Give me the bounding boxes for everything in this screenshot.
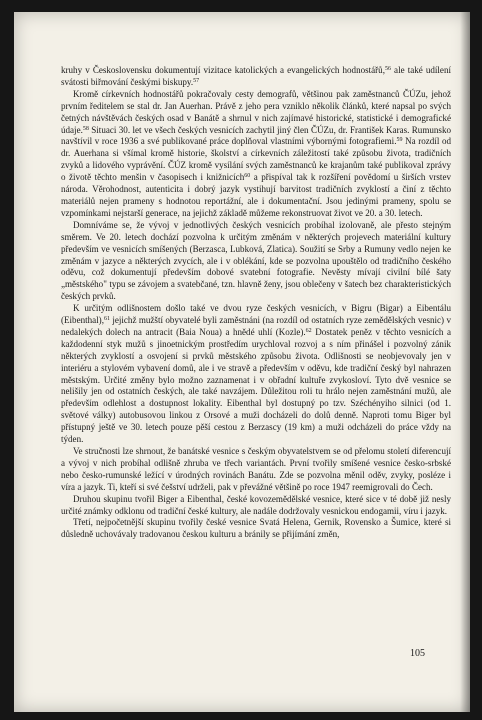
text-run: Domníváme se, že vývoj v jednotlivých českých vesnicích probíhal izolovaně, ale přesto stejným směrem. Ve 20. letech dochází pozvolna k určitým změnám v některých projevech materiální kultury především ve vesnicích smíšených (Berzasca, Lubková, Zlatica). Soužití se Srby a Rumuny vedlo nejen ke změnám v jazyce a některých zvycích, ale i v oblékání, kde se pozvolna upouštělo od tradičního českého oděvu, což dokumentují především dobové svatební fotografie. Nevěsty mívají civilní bílé šaty „městského" typu se závojem a svatebčané, tzn. hlavně ženy, jsou oblečeny v šatech bez charakteristických českých prvků.	[61, 219, 451, 302]
text-run: Kromě církevních hodnostářů pokračovaly cesty demografů, většinou pak zaměstnanců ČÚZu, jehož prvním ředitelem se stal dr. Jan Auerhan. Právě z jeho pera vzniklo několik článků, které napsal po svých četných návštěvách českých osad v Banátě a shrnul v nich zajímavé historické, statistické i demografické údaje.	[61, 88, 451, 135]
body-text	[61, 65, 451, 541]
footnote-reference: 61	[103, 316, 110, 323]
text-run: kruhy v Československu dokumentují vizitace katolických a evangelických hodnostářů,	[61, 65, 385, 75]
paragraph	[61, 220, 451, 303]
page-number: 105	[410, 648, 425, 659]
text-run: Dostatek peněz v těchto vesnicích a každodenní styk mužů s jinoetnickým prostředím urychloval rozvoj a s ním přinášel i pozvolný zánik některých zvyklostí a osvojení si prvků městského způsobu života. Odlišnosti se neobjevovaly jen v interiéru a stylovém vybavení domů, ale i ve stravě a především v oděvu, kde tradiční český byl nahrazen městským. Určité změny bylo možno zaznamenat i v obřadní kultuře zvykosloví. Tyto dvě vesnice se nelišily jen od ostatních českých, ale také navzájem. Důležitou roli tu hrálo nejen zaměstnání mužů, ale především odlehlost a dostupnost lokality. Eibenthal byl dostupný po tzv. Széchényiho silnici (od 1. světové války) autobusovou linkou z Orsové a muži docházeli do dolů denně. Naproti tomu Biger byl přístupný ještě ve 30. letech pouze pěší cestou z Berzascy (19 km) a muži odcházeli do práce vždy na týden.	[61, 326, 451, 445]
paragraph	[61, 65, 451, 89]
paragraph	[61, 89, 451, 220]
footnote-reference: 60	[244, 173, 251, 180]
footnote-reference: 58	[82, 125, 89, 132]
paragraph	[61, 446, 451, 494]
text-run: a přispíval tak k rozšíření povědomí u širších vrstev národa. Věrohodnost, autenticita i dobrý jazyk vystihují barvitost tradičních zvyklostí a činí z těchto materiálů nejen prameny s hodnotou reportážní, ale i dokumentační. Jsou jedinými prameny, spolu se vzpomínkami nejstarší generace, na jejichž základě můžeme rekonstruovat život ve 20. a 30. letech.	[61, 172, 451, 218]
footnote-reference: 62	[305, 327, 312, 334]
text-run: jejichž mužští obyvatelé byli zaměstnáni (na rozdíl od ostatních ryze zemědělských vesnic) v nedalekých dolech na antracit (Baia Noua) a hnědé uhlí (Kozle).	[61, 315, 451, 337]
paragraph	[61, 303, 451, 446]
footnote-reference: 59	[396, 137, 403, 144]
text-run: Třetí, nejpočetnější skupinu tvořily české vesnice Svatá Helena, Gernik, Rovensko a Šumice, které si důsledně uchovávaly tradovanou českou kulturu a bránily se přijímání změn,	[61, 517, 451, 540]
paragraph	[61, 494, 451, 518]
text-run: ale také udílení svátosti biřmování českými biskupy.	[61, 65, 451, 87]
text-run: Druhou skupinu tvořil Biger a Eibenthal, české kovozemědělské vesnice, které sice v té době již nesly určité známky odklonu od tradiční české kultury, ale nadále dodržovaly vesnickou endogamii, víru i jazyk.	[61, 493, 451, 516]
text-run: Na rozdíl od dr. Auerhana si všímal kromě historie, školství a církevních záležitostí také způsobu života, tradičních zvyků a lidového vyprávění. ČÚZ kromě vysílání svých zaměstnanců ke krajanům také publikoval zprávy o životě těchto menšin v časopisech i knižnicích	[61, 136, 451, 183]
footnote-reference: 56	[384, 66, 391, 72]
book-page	[14, 12, 470, 712]
text-run: Situaci 30. let ve všech českých vesnicích zachytil jiný člen ČÚZu, dr. František Karas. Rumunsko navštívil v roce 1936 a své publikované práce doplňoval vlastními výbornými fotografiemi.	[61, 124, 451, 147]
text-run: Ve stručnosti lze shrnout, že banátské vesnice s českým obyvatelstvem se od přelomu století diferencují a vývoj v nich probíhal odlišně zhruba ve třech variantách. První tvořily smíšené vesnice česko-srbské nebo česko-rumunské ležící v úrodných rovinách Banátu. Zde se pozvolna měnil oděv, zvyky, posléze i víra a jazyk. Ti, kteří si své češství udrželi, pak v převážné většině po roce 1947 reemigrovali do Čech.	[61, 446, 451, 492]
text-run: K určitým odlišnostem došlo také ve dvou ryze českých vesnicích, v Bigru (Bigar) a Eibentálu (Eibenthal),	[61, 303, 451, 326]
paragraph	[61, 517, 451, 541]
footnote-reference: 57	[193, 77, 200, 84]
